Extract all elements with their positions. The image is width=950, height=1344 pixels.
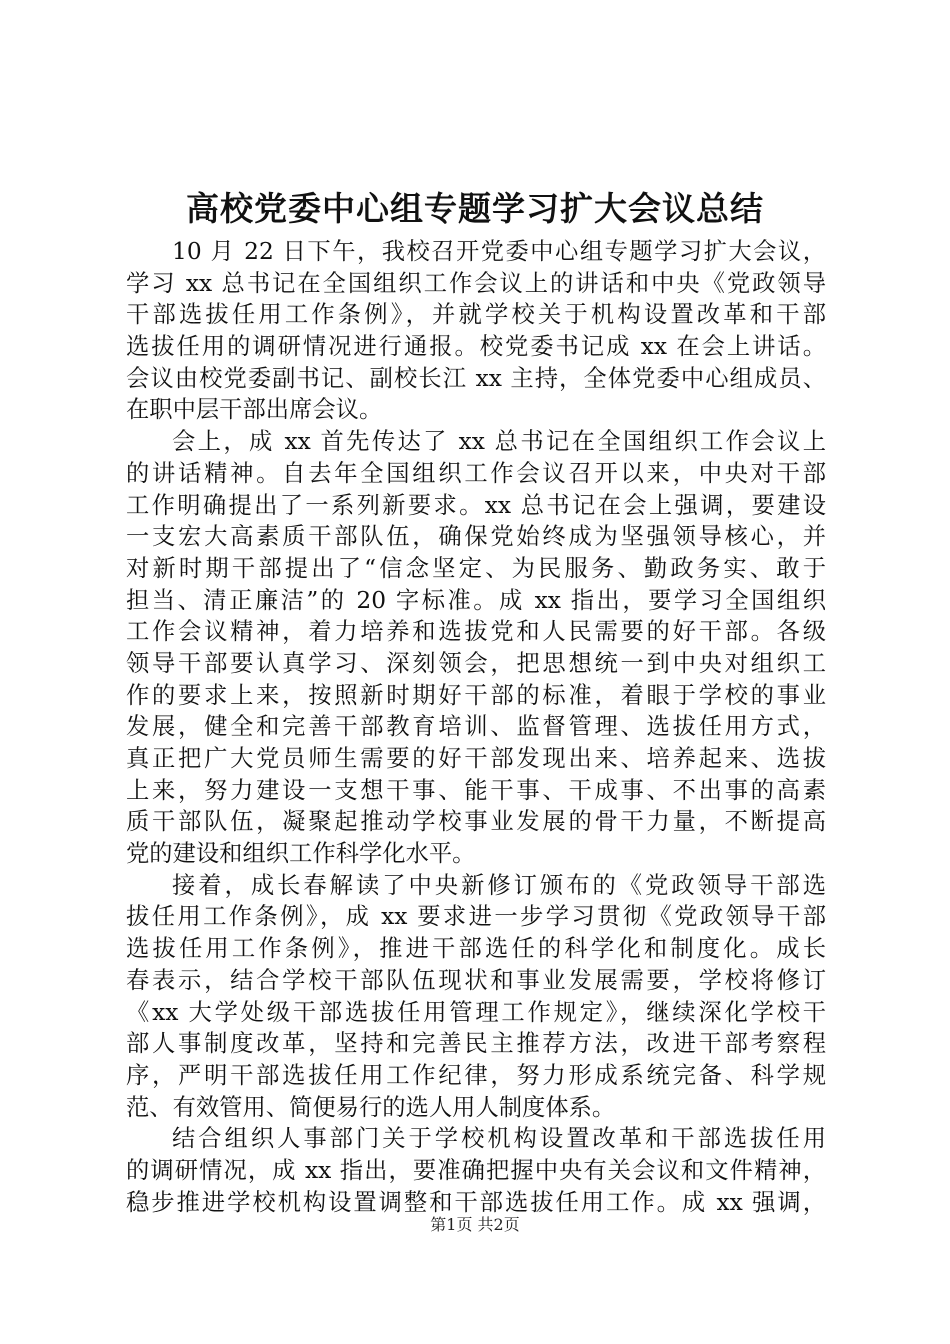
paragraph-line: 干部选拔任用工作条例》，并就学校关于机构设置改革和干部	[126, 301, 826, 329]
paragraph-line: 工作明确提出了一系列新要求。xx 总书记在会上强调，要建设	[126, 491, 826, 519]
paragraph-line: 稳步推进学校机构设置调整和干部选拔任用工作。成 xx 强调，	[126, 1188, 826, 1216]
paragraph-line: 对新时期干部提出了“信念坚定、为民服务、勤政务实、敢于	[126, 554, 826, 582]
document-title: 高校党委中心组专题学习扩大会议总结	[186, 189, 764, 228]
paragraph-line: 上来，努力建设一支想干事、能干事、干成事、不出事的高素	[126, 776, 826, 804]
paragraph-line: 接着，成长春解读了中央新修订颁布的《党政领导干部选	[172, 871, 826, 899]
paragraph-line: 会议由校党委副书记、副校长江 xx 主持，全体党委中心组成员、	[126, 364, 826, 392]
paragraph-line: 作的要求上来，按照新时期好干部的标准，着眼于学校的事业	[126, 681, 826, 709]
paragraph-line: 发展，健全和完善干部教育培训、监督管理、选拔任用方式，	[126, 713, 826, 741]
page-footer: 第1页 共2页	[430, 1215, 520, 1234]
paragraph	[126, 236, 826, 426]
paragraph-line: 一支宏大高素质干部队伍，确保党始终成为坚强领导核心，并	[126, 523, 826, 551]
paragraph-line: 的调研情况，成 xx 指出，要准确把握中央有关会议和文件精神，	[126, 1156, 826, 1184]
paragraph-line: 的讲话精神。自去年全国组织工作会议召开以来，中央对干部	[126, 459, 826, 487]
paragraph-line: 10 月 22 日下午，我校召开党委中心组专题学习扩大会议，	[172, 238, 826, 265]
paragraph-line: 选拔任用工作条例》，推进干部选任的科学化和制度化。成长	[126, 935, 826, 963]
paragraph	[126, 870, 826, 1124]
paragraph-line: 真正把广大党员师生需要的好干部发现出来、培养起来、选拔	[126, 745, 826, 772]
paragraph-line: 质干部队伍，凝聚起推动学校事业发展的骨干力量，不断提高	[126, 808, 826, 836]
paragraph-line: 会上，成 xx 首先传达了 xx 总书记在全国组织工作会议上	[172, 428, 826, 456]
paragraph	[126, 426, 826, 870]
paragraph-line: 党的建设和组织工作科学化水平。	[126, 840, 476, 868]
paragraph-line: 担当、清正廉洁”的 20 字标准。成 xx 指出，要学习全国组织	[126, 586, 826, 614]
paragraph-line: 春表示，结合学校干部队伍现状和事业发展需要，学校将修订	[126, 966, 826, 994]
paragraph-line: 范、有效管用、简便易行的选人用人制度体系。	[126, 1093, 616, 1121]
paragraph-line: 学习 xx 总书记在全国组织工作会议上的讲话和中央《党政领导	[126, 269, 826, 297]
paragraph-line: 结合组织人事部门关于学校机构设置改革和干部选拔任用	[172, 1125, 826, 1153]
paragraph-line: 在职中层干部出席会议。	[126, 396, 383, 424]
paragraph-line: 序，严明干部选拔任用工作纪律，努力形成系统完备、科学规	[126, 1061, 826, 1089]
paragraph-line: 领导干部要认真学习、深刻领会，把思想统一到中央对组织工	[126, 649, 826, 677]
document-body	[126, 236, 826, 1218]
paragraph	[126, 1123, 826, 1218]
paragraph-line: 拔任用工作条例》，成 xx 要求进一步学习贯彻《党政领导干部	[126, 903, 826, 931]
paragraph-line: 《xx 大学处级干部选拔任用管理工作规定》，继续深化学校干	[126, 998, 826, 1026]
paragraph-line: 工作会议精神，着力培养和选拔党和人民需要的好干部。各级	[126, 618, 826, 646]
paragraph-line: 选拔任用的调研情况进行通报。校党委书记成 xx 在会上讲话。	[126, 333, 826, 361]
paragraph-line: 部人事制度改革，坚持和完善民主推荐方法，改进干部考察程	[126, 1030, 826, 1058]
